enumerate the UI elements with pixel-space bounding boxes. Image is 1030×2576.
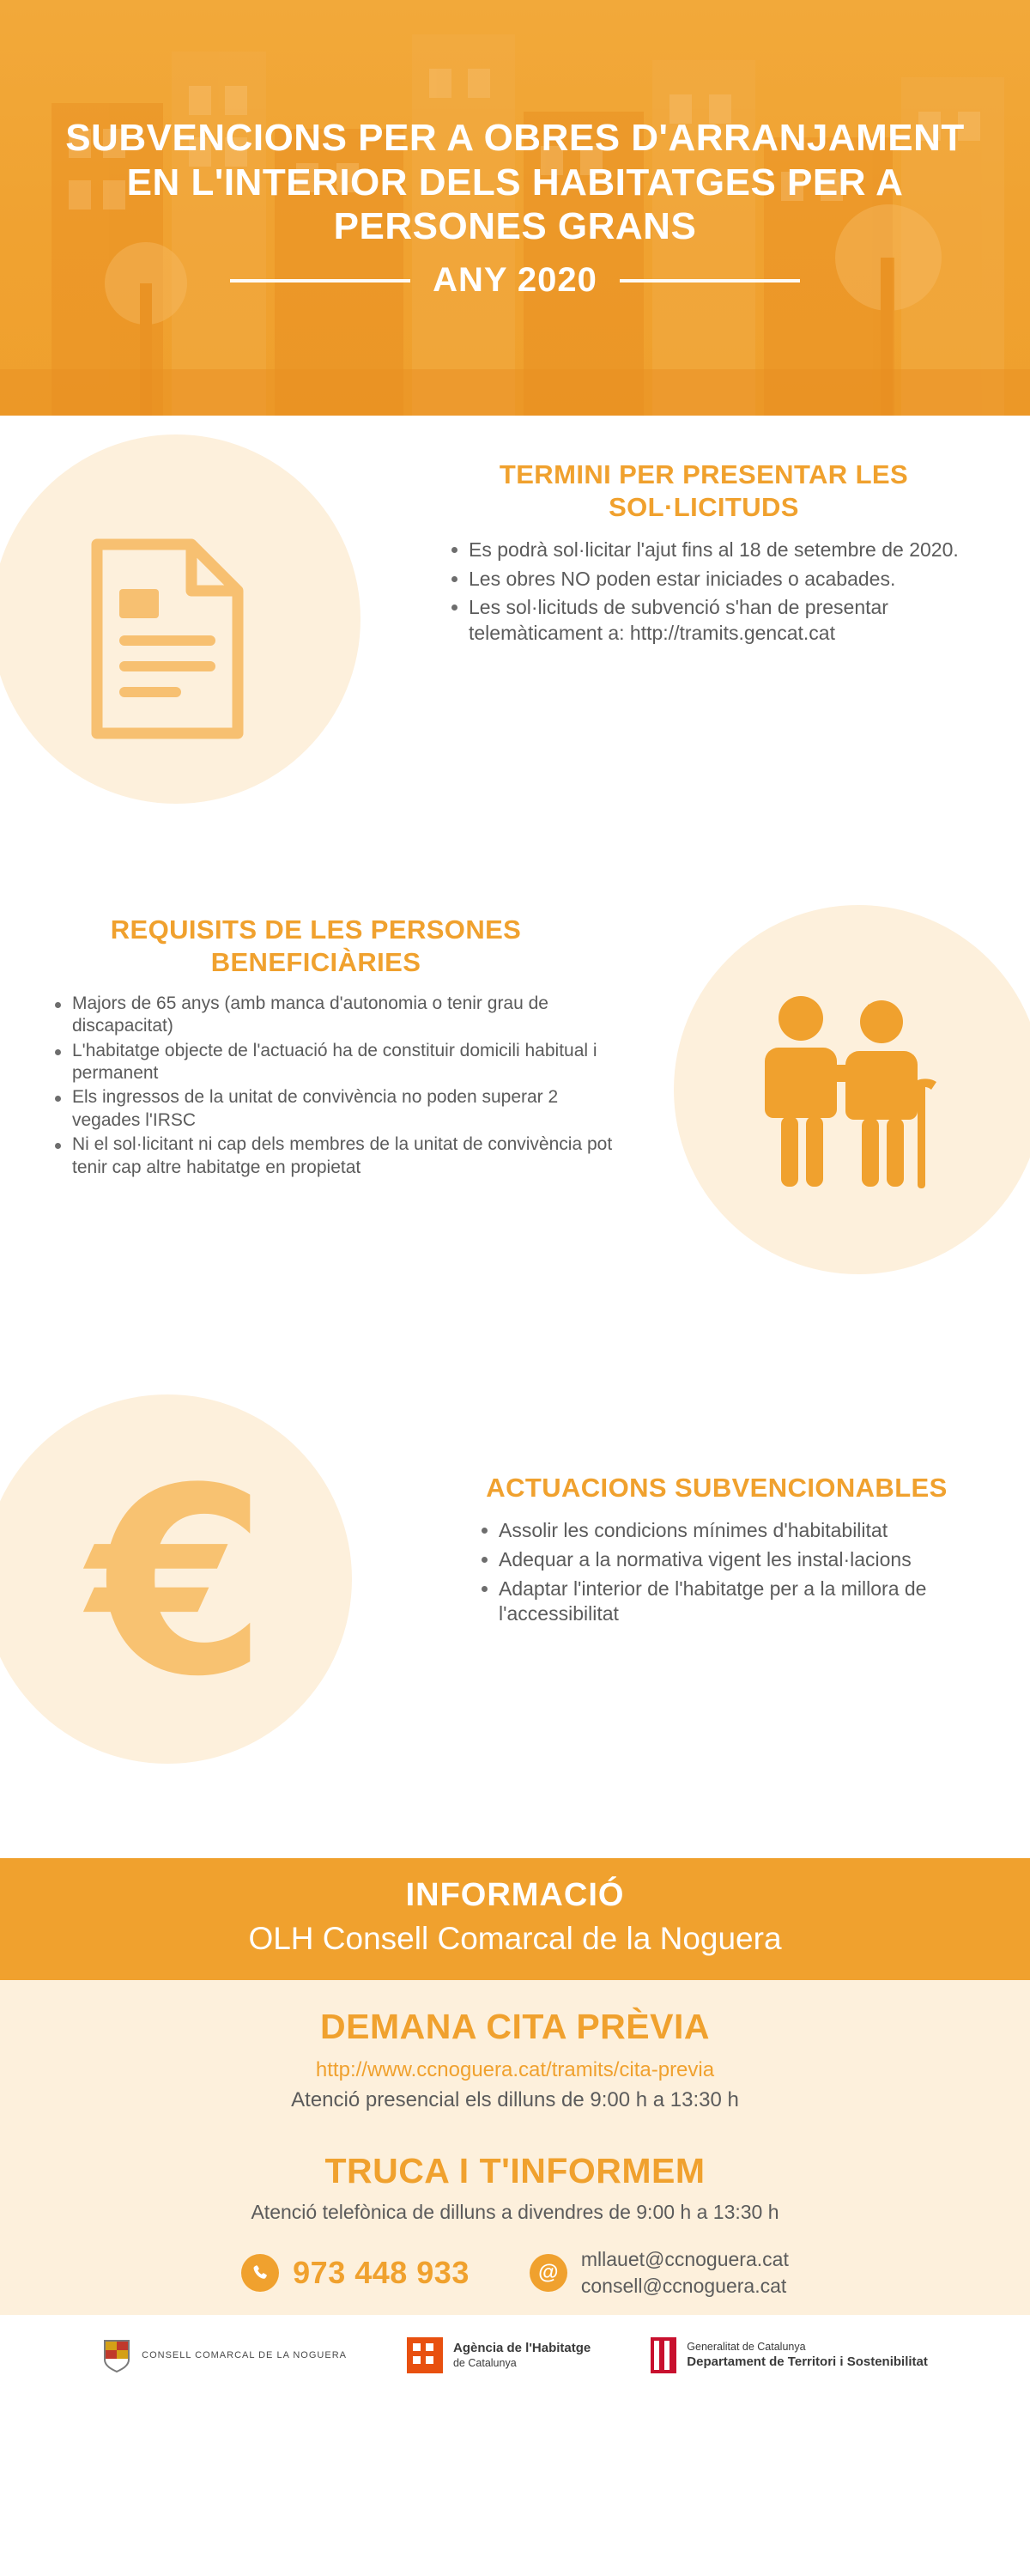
section-3-text (476, 1472, 991, 1631)
footer-logos (0, 2315, 1030, 2396)
generalitat-flag-icon (651, 2337, 676, 2373)
email-block[interactable] (530, 2246, 789, 2300)
section-1-text (446, 459, 987, 650)
coat-of-arms-icon (102, 2338, 131, 2372)
section-1-title: TERMINI PER PRESENTAR LES SOL·LICITUDS (499, 459, 909, 522)
logo-consell-comarcal (102, 2338, 347, 2372)
logo-generalitat-text (687, 2341, 928, 2370)
section-3-bullets (476, 1518, 991, 1628)
section-2-bullets (50, 993, 616, 1180)
logo-agencia-text (453, 2341, 591, 2370)
at-icon: @ (530, 2254, 567, 2292)
section-1-bullets (446, 538, 987, 647)
appointment-hours: Atenció presencial els dilluns de 9:00 h a 13:30 h (291, 2087, 739, 2111)
header-banner (0, 0, 1030, 416)
elderly-couple-icon (734, 991, 948, 1197)
header-year: ANY 2020 (433, 261, 597, 300)
logo-agencia-line1: Agència de l'Habitatge (452, 2341, 591, 2356)
appointment-title: DEMANA CITA PRÈVIA (320, 2007, 710, 2047)
contact-spacer (0, 2114, 1030, 2150)
page-title: SUBVENCIONS PER A OBRES D'ARRANJAMENT EN L'INTERIOR DELS HABITATGES PER A PERSONES GRANS (65, 116, 965, 248)
document-icon (82, 536, 253, 742)
contact-row (0, 2246, 1030, 2300)
logo-generalitat (651, 2337, 928, 2373)
list-item: Ni el sol·licitant ni cap dels membres de la unitat de convivència pot tenir cap altre habitatge en propietat (50, 1133, 616, 1179)
appointment-url[interactable]: http://www.ccnoguera.cat/tramits/cita-previa (315, 2058, 715, 2082)
email-list[interactable] (581, 2246, 789, 2300)
logo-consell-text (142, 2348, 347, 2362)
list-item: Els ingressos de la unitat de convivència no poden superar 2 vegades l'IRSC (50, 1086, 616, 1132)
phone-block[interactable] (241, 2254, 470, 2292)
list-item: Assolir les condicions mínimes d'habitabilitat (476, 1518, 991, 1544)
phone-icon (241, 2254, 279, 2292)
list-item: Es podrà sol·licitar l'ajut fins al 18 de setembre de 2020. (446, 538, 987, 563)
logo-agencia-line2: de Catalunya (452, 2356, 517, 2369)
logo-generalitat-line1: Generalitat de Catalunya (687, 2341, 806, 2354)
list-item: Majors de 65 anys (amb manca d'autonomia o tenir grau de discapacitat) (50, 993, 616, 1038)
list-item: Adaptar l'interior de l'habitatge per a la millora de l'accessibilitat (476, 1577, 991, 1628)
email-2[interactable]: consell@ccnoguera.cat (580, 2275, 787, 2298)
euro-icon: € (88, 1433, 268, 1733)
phone-number[interactable]: 973 448 933 (293, 2255, 470, 2291)
header-year-row (86, 261, 944, 300)
divider-right (620, 279, 800, 283)
divider-left (230, 279, 410, 283)
info-subtitle: OLH Consell Comarcal de la Noguera (248, 1920, 782, 1956)
section-actuacions (0, 1377, 1030, 1858)
info-title: INFORMACIÓ (405, 1877, 625, 1913)
section-3-title: ACTUACIONS SUBVENCIONABLES (486, 1473, 948, 1503)
section-2-title: REQUISITS DE LES PERSONES BENEFICIÀRIES (110, 914, 522, 977)
section-2-text (50, 914, 616, 1181)
logo-agencia-habitatge (407, 2337, 591, 2373)
logo-generalitat-line2: Departament de Territori i Sostenibilitat (687, 2354, 928, 2369)
list-item: L'habitatge objecte de l'actuació ha de constituir domicili habitual i permanent (50, 1040, 616, 1085)
info-band (0, 1858, 1030, 1980)
contact-panel (0, 1980, 1030, 2315)
list-item: Les sol·licituds de subvenció s'han de presentar telemàticament a: http://tramits.gencat.cat (446, 595, 987, 647)
email-1[interactable]: mllauet@ccnoguera.cat (580, 2248, 789, 2271)
logo-consell-line1: CONSELL COMARCAL DE LA NOGUERA (142, 2350, 347, 2361)
list-item: Adequar a la normativa vigent les instal·lacions (476, 1547, 991, 1573)
phone-title: TRUCA I T'INFORMEM (324, 2151, 706, 2191)
list-item: Les obres NO poden estar iniciades o acabades. (446, 567, 987, 592)
phone-hours: Atenció telefònica de dilluns a divendres de 9:00 h a 13:30 h (251, 2201, 779, 2224)
section-requisits (0, 896, 1030, 1377)
section-termini (0, 416, 1030, 896)
agency-squares-icon (407, 2337, 443, 2373)
